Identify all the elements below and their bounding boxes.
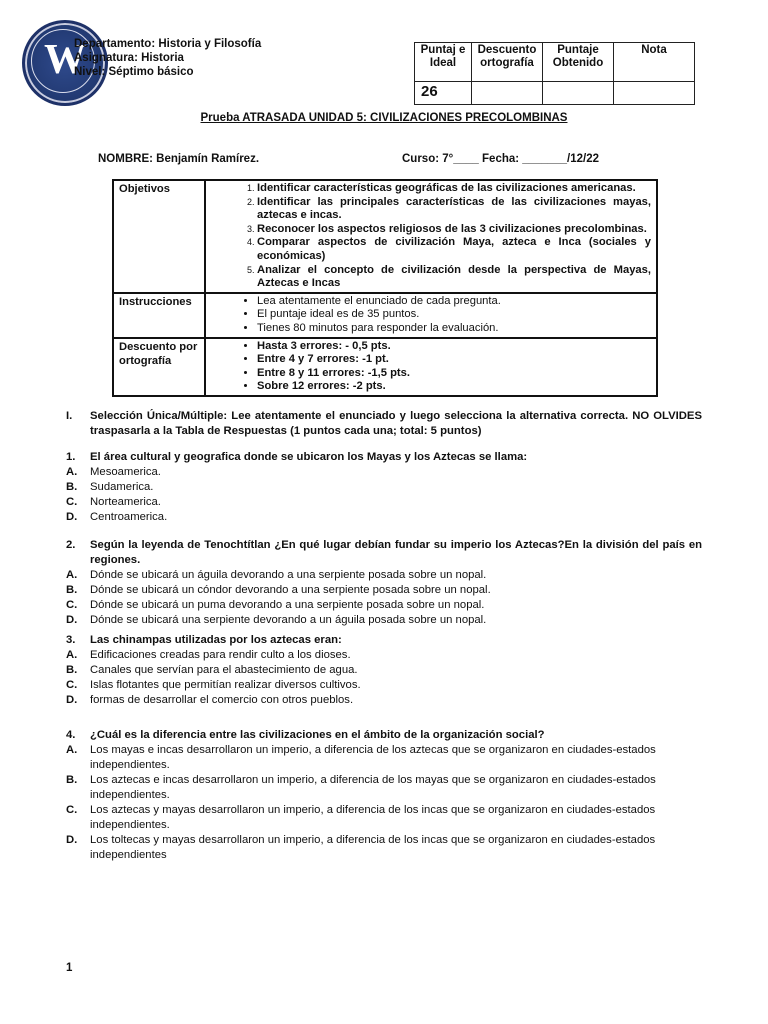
option-letter: A.	[66, 649, 78, 661]
option-c[interactable]	[66, 598, 702, 613]
option-a[interactable]	[66, 743, 702, 773]
option-text: Dónde se ubicará un puma devorando a una serpiente posada sobre un nopal.	[90, 599, 485, 611]
student-name: NOMBRE: Benjamín Ramírez.	[98, 153, 260, 165]
question-number: 2.	[66, 539, 76, 551]
course-date: Curso: 7°____ Fecha: _______/12/22	[402, 153, 600, 165]
level-line: Nivel: Séptimo básico	[74, 66, 194, 78]
option-letter: B.	[66, 481, 78, 493]
option-b[interactable]	[66, 480, 702, 495]
score-header-obtained: Puntaje Obtenido	[543, 43, 614, 82]
spelling-item: • Entre 8 y 11 errores: -1,5 pts.	[257, 367, 651, 381]
option-letter: D.	[66, 614, 78, 626]
objective-item: 3. Reconocer los aspectos religiosos de las 3 civilizaciones precolombinas.	[257, 223, 651, 237]
question-number: 4.	[66, 729, 76, 741]
instruction-item: • Tienes 80 minutos para responder la evaluación.	[257, 322, 651, 336]
option-letter: D.	[66, 834, 78, 846]
question-4	[66, 728, 702, 863]
section-text: Selección Única/Múltiple: Lee atentamente el enunciado y luego selecciona la alternativa correcta. NO OLVIDES traspasarla a la Tabla de Respuestas (1 puntos cada una; total: 5 puntos)	[90, 410, 702, 437]
objective-item: 1. Identificar características geográficas de las civilizaciones americanas.	[257, 182, 651, 196]
option-letter: C.	[66, 496, 78, 508]
question-1	[66, 450, 702, 525]
option-d[interactable]	[66, 693, 702, 708]
section-numeral: I.	[66, 410, 73, 422]
option-letter: D.	[66, 511, 78, 523]
objective-item: 5. Analizar el concepto de civilización desde la perspectiva de Mayas, Aztecas e Incas	[257, 264, 651, 291]
objective-item: 2. Identificar las principales características de las civilizaciones mayas, aztecas e incas.	[257, 196, 651, 223]
option-d[interactable]	[66, 613, 702, 628]
option-text: Dónde se ubicará una serpiente devorando a un águila posada sobre un nopal.	[90, 614, 487, 626]
test-title: Prueba ATRASADA UNIDAD 5: CIVILIZACIONES PRECOLOMBINAS	[200, 112, 568, 124]
option-text: Centroamerica.	[90, 511, 168, 523]
option-c[interactable]	[66, 678, 702, 693]
option-letter: B.	[66, 774, 78, 786]
option-text: Islas flotantes que permitían realizar diversos cultivos.	[90, 679, 361, 691]
score-header-grade: Nota	[614, 43, 695, 82]
option-text: formas de desarrollar el comercio con otros pueblos.	[90, 694, 354, 706]
spelling-item: • Entre 4 y 7 errores: -1 pt.	[257, 353, 651, 367]
score-header-ideal: Puntaj e Ideal	[415, 43, 472, 82]
option-text: Sudamerica.	[90, 481, 154, 493]
option-text: Los aztecas e incas desarrollaron un imperio, a diferencia de los mayas que se organizaron en ciudades-estados independientes.	[90, 774, 656, 801]
option-c[interactable]	[66, 803, 702, 833]
logo-letter: W	[44, 37, 86, 83]
section-instructions	[66, 409, 702, 439]
question-text: ¿Cuál es la diferencia entre las civilizaciones en el ámbito de la organización social?	[90, 729, 545, 741]
option-letter: C.	[66, 679, 78, 691]
info-table	[112, 179, 658, 397]
question-text: El área cultural y geografica donde se ubicaron los Mayas y los Aztecas se llama:	[90, 451, 528, 463]
option-d[interactable]	[66, 833, 702, 863]
option-text: Edificaciones creadas para rendir culto a los dioses.	[90, 649, 351, 661]
option-letter: D.	[66, 694, 78, 706]
spelling-cell	[205, 338, 657, 396]
score-header-spelling: Descuento ortografía	[472, 43, 543, 82]
option-text: Dónde se ubicará un cóndor devorando a una serpiente posada sobre un nopal.	[90, 584, 491, 596]
option-text: Norteamerica.	[90, 496, 161, 508]
instructions-label: Instrucciones	[113, 293, 205, 338]
score-spelling-value[interactable]	[472, 82, 543, 105]
spelling-list	[211, 340, 651, 394]
page-number: 1	[66, 962, 73, 974]
spelling-label: Descuento por ortografía	[113, 338, 205, 396]
score-grade-value[interactable]	[614, 82, 695, 105]
objectives-label: Objetivos	[113, 180, 205, 293]
option-c[interactable]	[66, 495, 702, 510]
question-number: 1.	[66, 451, 76, 463]
option-b[interactable]	[66, 773, 702, 803]
option-text: Canales que servían para el abastecimiento de agua.	[90, 664, 358, 676]
option-letter: A.	[66, 744, 78, 756]
question-2	[66, 538, 702, 628]
option-d[interactable]	[66, 510, 702, 525]
option-letter: A.	[66, 466, 78, 478]
option-a[interactable]	[66, 648, 702, 663]
option-text: Dónde se ubicará un águila devorando a una serpiente posada sobre un nopal.	[90, 569, 487, 581]
score-obtained-value[interactable]	[543, 82, 614, 105]
option-a[interactable]	[66, 465, 702, 480]
option-text: Los aztecas y mayas desarrollaron un imperio, a diferencia de los incas que se organizaron en ciudades-estados independientes.	[90, 804, 656, 831]
question-text: Las chinampas utilizadas por los aztecas eran:	[90, 634, 342, 646]
objectives-list	[211, 182, 651, 291]
instruction-item: • El puntaje ideal es de 35 puntos.	[257, 308, 651, 322]
instruction-item: • Lea atentamente el enunciado de cada pregunta.	[257, 295, 651, 309]
option-letter: B.	[66, 664, 78, 676]
question-3	[66, 633, 702, 708]
option-text: Los mayas e incas desarrollaron un imperio, a diferencia de los aztecas que se organizaron en ciudades-estados independientes.	[90, 744, 656, 771]
option-letter: A.	[66, 569, 78, 581]
score-table	[414, 42, 695, 105]
instructions-cell	[205, 293, 657, 338]
option-a[interactable]	[66, 568, 702, 583]
subject-line: Asignatura: Historia	[74, 52, 184, 64]
option-text: Mesoamerica.	[90, 466, 161, 478]
option-letter: B.	[66, 584, 78, 596]
objectives-cell	[205, 180, 657, 293]
score-ideal-value: 26	[415, 82, 472, 105]
department-line: Departamento: Historia y Filosofía	[74, 38, 262, 50]
instructions-list	[211, 295, 651, 336]
option-letter: C.	[66, 599, 78, 611]
question-text: Según la leyenda de Tenochtítlan ¿En qué lugar debían fundar su imperio los Aztecas?En la división del país en regiones.	[90, 539, 702, 566]
objective-item: 4. Comparar aspectos de civilización Maya, azteca e Inca (sociales y económicas)	[257, 236, 651, 263]
spelling-item: • Hasta 3 errores: - 0,5 pts.	[257, 340, 651, 354]
option-text: Los toltecas y mayas desarrollaron un imperio, a diferencia de los incas que se organizaron en ciudades-estados independientes	[90, 834, 656, 861]
option-letter: C.	[66, 804, 78, 816]
option-b[interactable]	[66, 663, 702, 678]
question-number: 3.	[66, 634, 76, 646]
spelling-item: • Sobre 12 errores: -2 pts.	[257, 380, 651, 394]
option-b[interactable]	[66, 583, 702, 598]
